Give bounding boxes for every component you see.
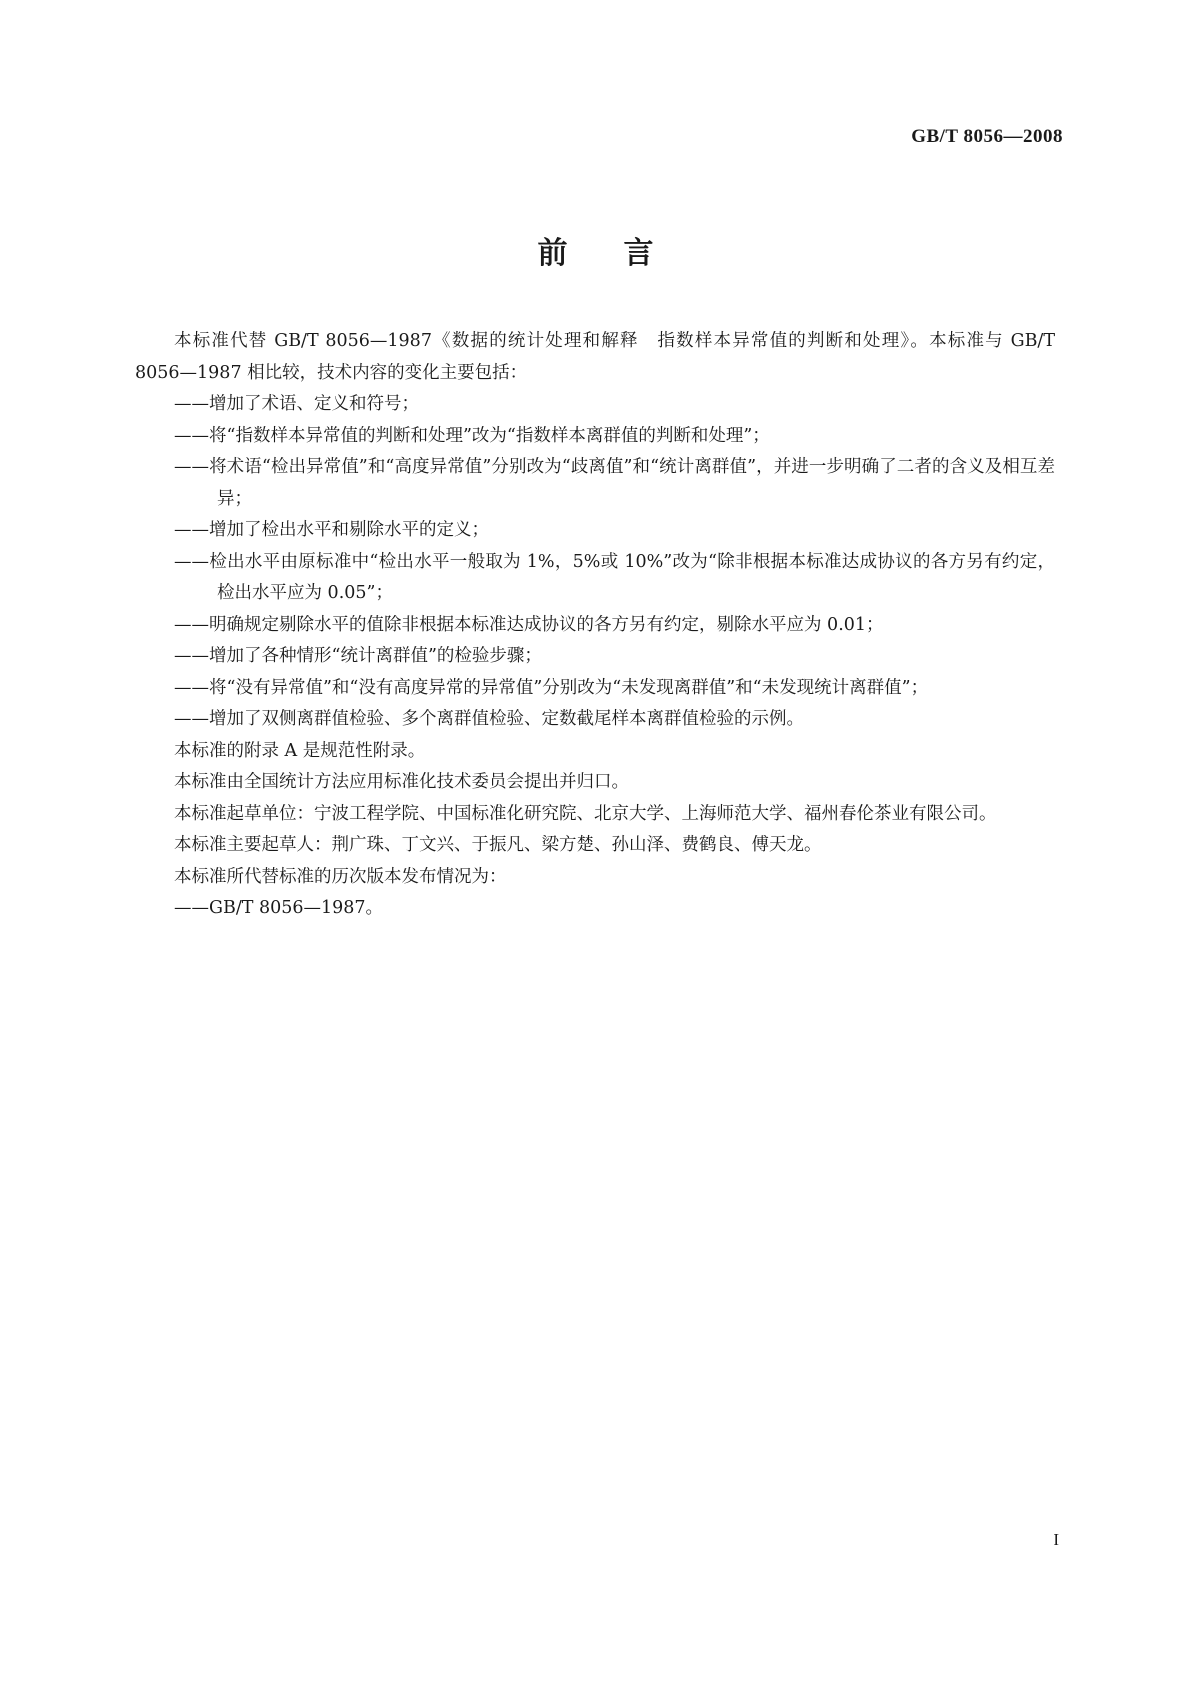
standard-code: GB/T 8056—2008 [911,126,1063,147]
appendix-note: 本标准的附录 A 是规范性附录。 [174,740,426,761]
change-item: ——将术语“检出异常值”和“高度异常值”分别改为“歧离值”和“统计离群值”，并进一步明确了二者的含义及相互差异； [174,457,1055,509]
change-item: ——增加了双侧离群值检验、多个离群值检验、定数截尾样本离群值检验的示例。 [174,709,804,729]
change-item: ——明确规定剔除水平的值除非根据本标准达成协议的各方另有约定，剔除水平应为 0.01； [174,614,884,635]
page-title: 前言 [537,236,710,271]
page-number: I [1053,1530,1059,1549]
change-item: ——将“没有异常值”和“没有高度异常的异常值”分别改为“未发现离群值”和“未发现统计离群值”； [174,677,929,698]
proposer-paragraph: 本标准由全国统计方法应用标准化技术委员会提出并归口。 [174,772,629,792]
history-intro: 本标准所代替标准的历次版本发布情况为： [174,866,507,887]
history-item: ——GB/T 8056—1987。 [174,898,384,918]
intro-paragraph: 本标准代替 GB/T 8056—1987《数据的统计处理和解释 指数样本异常值的判断和处理》。本标准与 GB/T 8056—1987 相比较，技术内容的变化主要包括： [135,331,1055,383]
main-drafters-paragraph: 本标准主要起草人：荆广珠、丁文兴、于振凡、梁方楚、孙山泽、费鹤良、傅天龙。 [174,835,822,855]
change-item: ——检出水平由原标准中“检出水平一般取为 1%，5%或 10%”改为“除非根据本标准达成协议的各方另有约定，检出水平应为 0.05”； [174,551,1055,603]
change-item: ——增加了各种情形“统计离群值”的检验步骤； [174,646,542,666]
foreword-body [135,326,1055,925]
change-item: ——增加了检出水平和剔除水平的定义； [174,520,489,540]
drafting-units-paragraph: 本标准起草单位：宁波工程学院、中国标准化研究院、北京大学、上海师范大学、福州春伦茶业有限公司。 [174,803,997,824]
change-item: ——将“指数样本异常值的判断和处理”改为“指数样本离群值的判断和处理”； [174,425,770,446]
change-item: ——增加了术语、定义和符号； [174,394,419,414]
